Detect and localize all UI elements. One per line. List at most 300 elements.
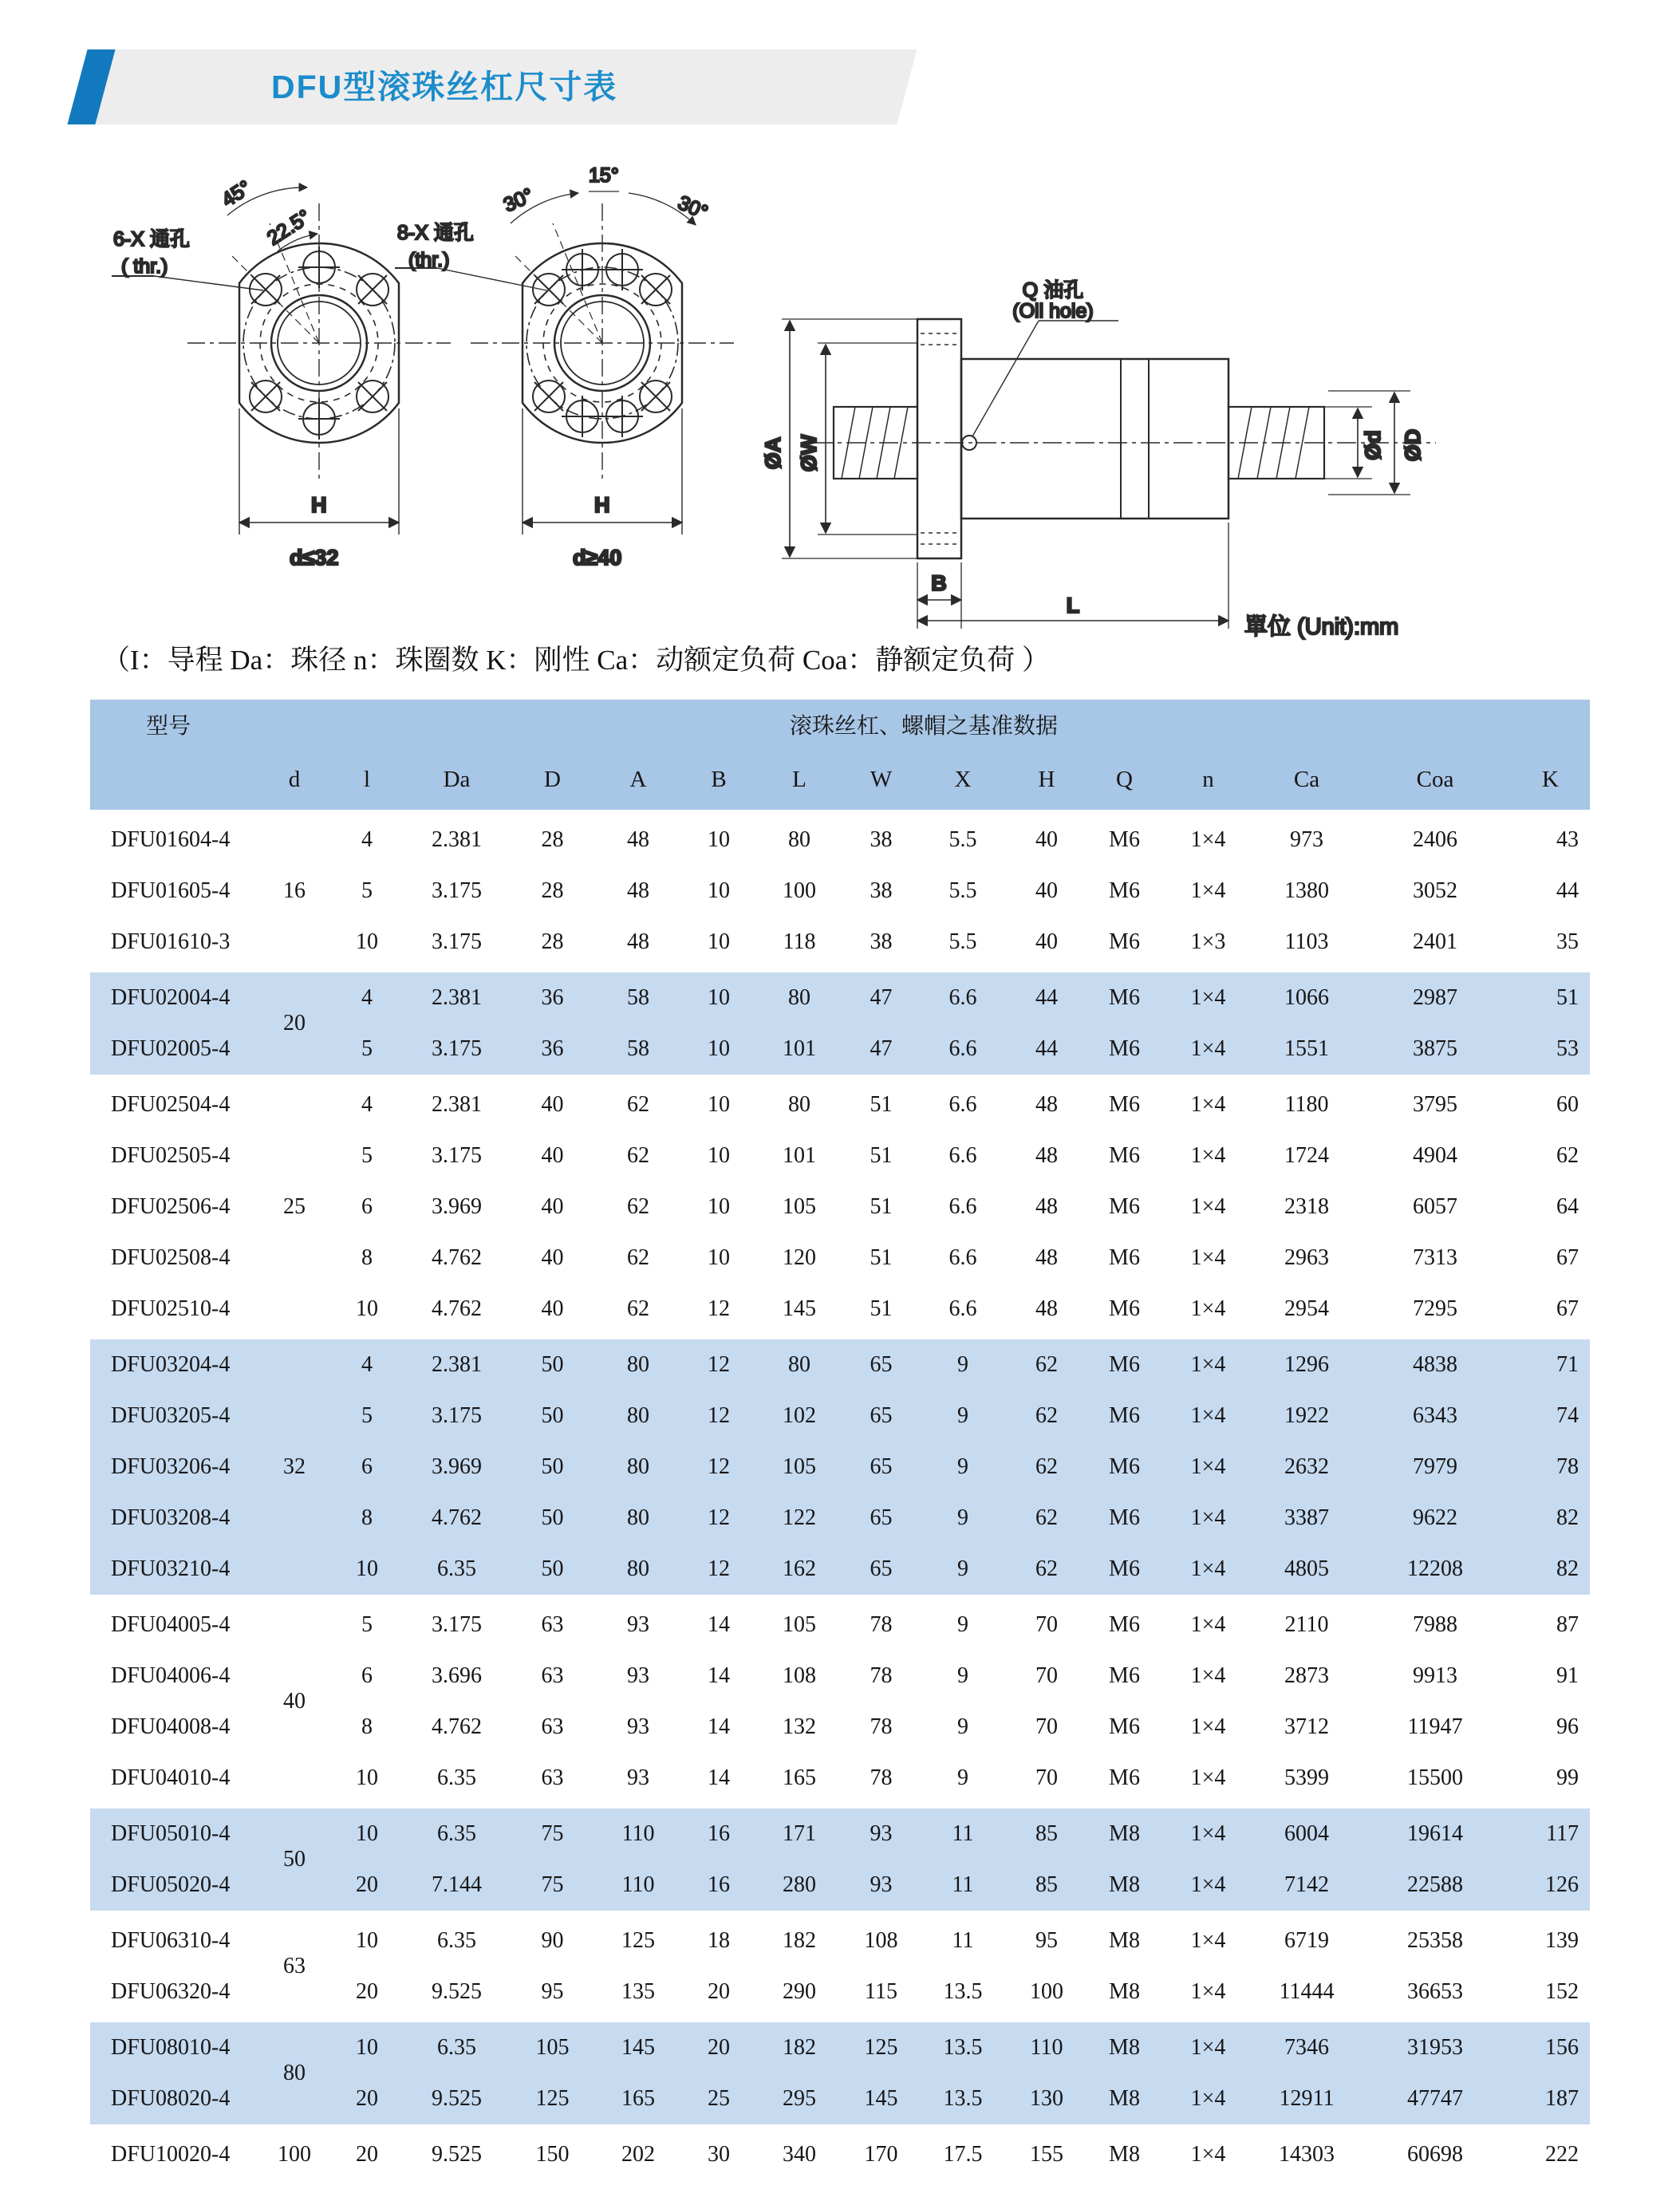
col-header-H: H xyxy=(1007,749,1086,812)
value-cell: 10 xyxy=(708,827,730,852)
value-cell: 9 xyxy=(919,1390,1007,1442)
value-cell: 9 xyxy=(919,1544,1007,1597)
value-cell: 80 xyxy=(594,1442,682,1493)
d-cell: 63 xyxy=(283,1954,306,1978)
col-header-A: A xyxy=(594,749,682,812)
value-cell: 1380 xyxy=(1284,878,1329,903)
value-cell: 60 xyxy=(1556,1092,1579,1117)
value-cell: 80 xyxy=(594,1544,682,1597)
value-cell: 4 xyxy=(331,970,403,1024)
value-cell: 6.35 xyxy=(403,1544,511,1597)
model-cell: DFU04006-4 xyxy=(111,1663,231,1688)
value-cell: 5 xyxy=(331,1024,403,1077)
value-cell: 10 xyxy=(356,929,378,954)
value-cell: 1×4 xyxy=(1162,1544,1254,1597)
oil-hole-label-cn: Q 油孔 xyxy=(1022,279,1084,302)
value-cell: 93 xyxy=(627,1663,649,1688)
header-span: 滚珠丝杠、螺帽之基准数据 xyxy=(258,700,1590,749)
value-cell: 14 xyxy=(708,1663,730,1688)
value-cell: 2.381 xyxy=(432,1092,482,1117)
value-cell: 12911 xyxy=(1254,2073,1359,2127)
value-cell: 1×4 xyxy=(1190,878,1226,903)
hole-count-label-small: 6-X 通孔 xyxy=(113,228,190,250)
group-d-40 xyxy=(90,1597,1590,1806)
d-range-label-small: d≤32 xyxy=(290,546,339,570)
value-cell: 3.175 xyxy=(432,929,482,954)
value-cell: 11444 xyxy=(1279,1979,1335,2004)
b-dim-label: B xyxy=(931,571,947,595)
value-cell: 16 xyxy=(682,1860,755,1913)
value-cell: 99 xyxy=(1556,1765,1579,1790)
value-cell: 25358 xyxy=(1407,1928,1463,1953)
value-cell: 182 xyxy=(783,1928,816,1953)
value-cell: 115 xyxy=(865,1979,897,2004)
value-cell: 48 xyxy=(1035,1245,1058,1270)
value-cell: 1×4 xyxy=(1190,1194,1226,1219)
model-cell: DFU03210-4 xyxy=(90,1544,258,1597)
value-cell: M6 xyxy=(1109,878,1140,903)
value-cell: 3052 xyxy=(1413,878,1457,903)
d-cell: 80 xyxy=(258,2020,331,2127)
model-cell: DFU08010-4 xyxy=(90,2020,258,2073)
value-cell: M6 xyxy=(1086,1390,1162,1442)
value-cell: 1×4 xyxy=(1190,1765,1226,1790)
value-cell: 110 xyxy=(1007,2020,1086,2073)
value-cell: 9 xyxy=(957,1765,968,1790)
value-cell: 70 xyxy=(1035,1714,1058,1739)
value-cell: 1×4 xyxy=(1190,1143,1226,1168)
value-cell: 8 xyxy=(361,1714,373,1739)
value-cell: 9.525 xyxy=(432,2142,482,2167)
value-cell: 4.762 xyxy=(432,1245,482,1270)
value-cell: 1180 xyxy=(1284,1092,1329,1117)
value-cell: 4805 xyxy=(1254,1544,1359,1597)
value-cell: 53 xyxy=(1511,1024,1590,1077)
value-cell: 156 xyxy=(1511,2020,1590,2073)
value-cell: 10 xyxy=(356,1765,378,1790)
value-cell: 7346 xyxy=(1254,2020,1359,2073)
model-cell: DFU04005-4 xyxy=(111,1612,231,1637)
value-cell: 108 xyxy=(864,1928,898,1953)
value-cell: 63 xyxy=(541,1612,564,1637)
value-cell: 90 xyxy=(541,1928,564,1953)
oil-hole-label-en: (Oil hole) xyxy=(1012,300,1094,322)
value-cell: 10 xyxy=(708,1143,730,1168)
model-cell: DFU06310-4 xyxy=(111,1928,231,1953)
value-cell: 10 xyxy=(708,1092,730,1117)
value-cell: M8 xyxy=(1086,1860,1162,1913)
value-cell: 44 xyxy=(1007,1024,1086,1077)
value-cell: 1103 xyxy=(1284,929,1329,954)
value-cell: 62 xyxy=(1007,1337,1086,1390)
header-model: 型号 xyxy=(90,700,258,749)
table-row xyxy=(90,1337,1590,1390)
group-d-16 xyxy=(90,812,1590,970)
value-cell: 80 xyxy=(594,1390,682,1442)
value-cell: 280 xyxy=(755,1860,843,1913)
group-d-80 xyxy=(90,2020,1590,2127)
value-cell: 10 xyxy=(682,1024,755,1077)
value-cell: 5 xyxy=(361,1612,373,1637)
value-cell: 75 xyxy=(511,1860,594,1913)
value-cell: 3.696 xyxy=(432,1663,482,1688)
value-cell: 80 xyxy=(788,827,810,852)
flange-view-large xyxy=(395,164,734,570)
header-blank xyxy=(90,749,258,812)
value-cell: 44 xyxy=(1007,970,1086,1024)
model-cell: DFU02505-4 xyxy=(111,1143,231,1168)
page-title: DFU型滚珠丝杠尺寸表 xyxy=(271,69,618,105)
h-dim-label-small: H xyxy=(311,493,327,517)
table-row xyxy=(90,1077,1590,1130)
model-cell: DFU01610-3 xyxy=(111,929,231,954)
value-cell: 6004 xyxy=(1254,1806,1359,1860)
value-cell: 10 xyxy=(331,1806,403,1860)
value-cell: 7.144 xyxy=(403,1860,511,1913)
value-cell: 165 xyxy=(594,2073,682,2127)
value-cell: 10 xyxy=(356,1928,378,1953)
value-cell: 2.381 xyxy=(403,1337,511,1390)
value-cell: 105 xyxy=(755,1442,843,1493)
value-cell: 2632 xyxy=(1254,1442,1359,1493)
model-cell: DFU03205-4 xyxy=(90,1390,258,1442)
value-cell: 2401 xyxy=(1413,929,1457,954)
value-cell: 50 xyxy=(511,1337,594,1390)
value-cell: 118 xyxy=(783,929,816,954)
value-cell: 31953 xyxy=(1359,2020,1511,2073)
value-cell: 7988 xyxy=(1413,1612,1457,1637)
technical-drawing xyxy=(64,128,1619,686)
value-cell: 125 xyxy=(511,2073,594,2127)
value-cell: 43 xyxy=(1556,827,1579,852)
value-cell: 1×4 xyxy=(1190,1296,1226,1321)
value-cell: 36653 xyxy=(1407,1979,1463,2004)
value-cell: 14 xyxy=(708,1612,730,1637)
table-row xyxy=(90,1913,1590,1966)
value-cell: 20 xyxy=(356,1979,378,2004)
d-range-label-large: d≥40 xyxy=(573,546,622,570)
value-cell: 11 xyxy=(952,1928,974,1953)
table-row xyxy=(90,2020,1590,2073)
value-cell: M6 xyxy=(1109,1143,1140,1168)
value-cell: 70 xyxy=(1035,1612,1058,1637)
value-cell: 1×4 xyxy=(1162,2073,1254,2127)
value-cell: 10 xyxy=(356,1296,378,1321)
value-cell: 3.175 xyxy=(432,1612,482,1637)
value-cell: 65 xyxy=(843,1390,919,1442)
value-cell: 15500 xyxy=(1407,1765,1463,1790)
value-cell: 290 xyxy=(783,1979,816,2004)
value-cell: 10 xyxy=(331,2020,403,2073)
value-cell: 3.969 xyxy=(403,1442,511,1493)
value-cell: 14303 xyxy=(1279,2142,1335,2167)
value-cell: 1×4 xyxy=(1190,1663,1226,1688)
value-cell: 62 xyxy=(627,1194,649,1219)
value-cell: 1×4 xyxy=(1190,1245,1226,1270)
value-cell: 3795 xyxy=(1413,1092,1457,1117)
value-cell: 145 xyxy=(594,2020,682,2073)
value-cell: 28 xyxy=(541,827,564,852)
hole-count-label-large: 8-X 通孔 xyxy=(397,222,474,244)
value-cell: 105 xyxy=(783,1194,816,1219)
d-cell: 16 xyxy=(283,878,306,903)
value-cell: 9.525 xyxy=(403,2073,511,2127)
value-cell: 63 xyxy=(541,1714,564,1739)
value-cell: 96 xyxy=(1556,1714,1579,1739)
value-cell: 85 xyxy=(1007,1860,1086,1913)
value-cell: M8 xyxy=(1086,1806,1162,1860)
value-cell: 7295 xyxy=(1413,1296,1457,1321)
value-cell: 51 xyxy=(870,1245,893,1270)
value-cell: 6 xyxy=(361,1194,373,1219)
model-cell: DFU02506-4 xyxy=(111,1194,231,1219)
value-cell: 6.35 xyxy=(403,2020,511,2073)
value-cell: 78 xyxy=(870,1765,893,1790)
value-cell: 20 xyxy=(331,2073,403,2127)
value-cell: 74 xyxy=(1511,1390,1590,1442)
value-cell: 10 xyxy=(708,929,730,954)
col-header-W: W xyxy=(843,749,919,812)
value-cell: 80 xyxy=(755,970,843,1024)
value-cell: 30 xyxy=(708,2142,730,2167)
value-cell: 40 xyxy=(1035,929,1058,954)
value-cell: 7313 xyxy=(1413,1245,1457,1270)
value-cell: 6.6 xyxy=(919,970,1007,1024)
value-cell: 40 xyxy=(541,1143,564,1168)
value-cell: 62 xyxy=(627,1143,649,1168)
value-cell: 9.525 xyxy=(432,1979,482,2004)
l-dim-label: L xyxy=(1066,594,1080,617)
value-cell: 47 xyxy=(843,970,919,1024)
value-cell: 1×4 xyxy=(1190,1612,1226,1637)
value-cell: 40 xyxy=(541,1194,564,1219)
value-cell: 62 xyxy=(1007,1442,1086,1493)
value-cell: 10 xyxy=(682,970,755,1024)
value-cell: 100 xyxy=(1030,1979,1063,2004)
value-cell: 101 xyxy=(783,1143,816,1168)
value-cell: 10 xyxy=(331,1544,403,1597)
model-cell: DFU04008-4 xyxy=(111,1714,231,1739)
value-cell: 93 xyxy=(627,1765,649,1790)
value-cell: 50 xyxy=(511,1493,594,1544)
value-cell: 91 xyxy=(1556,1663,1579,1688)
value-cell: 7142 xyxy=(1254,1860,1359,1913)
value-cell: 120 xyxy=(783,1245,816,1270)
value-cell: 1×4 xyxy=(1162,1442,1254,1493)
value-cell: 3.175 xyxy=(432,878,482,903)
value-cell: 9 xyxy=(919,1442,1007,1493)
model-cell: DFU08020-4 xyxy=(90,2073,258,2127)
angle-30-left-label: 30° xyxy=(500,183,537,217)
value-cell: M6 xyxy=(1109,1092,1140,1117)
value-cell: 1551 xyxy=(1254,1024,1359,1077)
value-cell: 62 xyxy=(1556,1143,1579,1168)
value-cell: 132 xyxy=(783,1714,816,1739)
value-cell: 5.5 xyxy=(948,929,977,954)
value-cell: 1066 xyxy=(1254,970,1359,1024)
table-header-row-2 xyxy=(90,749,1590,812)
value-cell: 65 xyxy=(843,1544,919,1597)
value-cell: 71 xyxy=(1511,1337,1590,1390)
col-header-d: d xyxy=(258,749,331,812)
value-cell: 7979 xyxy=(1359,1442,1511,1493)
value-cell: 162 xyxy=(755,1544,843,1597)
value-cell: 48 xyxy=(1035,1296,1058,1321)
col-header-Da: Da xyxy=(403,749,511,812)
dia-w-label: ØW xyxy=(797,434,821,472)
value-cell: M6 xyxy=(1109,827,1140,852)
value-cell: 12208 xyxy=(1359,1544,1511,1597)
value-cell: 1×4 xyxy=(1190,827,1226,852)
value-cell: 62 xyxy=(627,1296,649,1321)
value-cell: 6719 xyxy=(1284,1928,1329,1953)
value-cell: 108 xyxy=(783,1663,816,1688)
col-header-D: D xyxy=(511,749,594,812)
value-cell: 12 xyxy=(682,1390,755,1442)
model-cell: DFU04010-4 xyxy=(111,1765,231,1790)
value-cell: 101 xyxy=(755,1024,843,1077)
value-cell: 62 xyxy=(1007,1390,1086,1442)
value-cell: 70 xyxy=(1035,1663,1058,1688)
hole-thr-label-small: ( thr.) xyxy=(121,255,168,278)
value-cell: M6 xyxy=(1086,1442,1162,1493)
value-cell: 40 xyxy=(1035,827,1058,852)
value-cell: 75 xyxy=(511,1806,594,1860)
value-cell: 222 xyxy=(1545,2142,1579,2167)
value-cell: 1×4 xyxy=(1162,2020,1254,2073)
value-cell: 2.381 xyxy=(403,970,511,1024)
col-header-K: K xyxy=(1511,749,1590,812)
value-cell: 4.762 xyxy=(432,1296,482,1321)
value-cell: 117 xyxy=(1511,1806,1590,1860)
value-cell: 295 xyxy=(755,2073,843,2127)
value-cell: 5.5 xyxy=(948,878,977,903)
value-cell: 5 xyxy=(331,1390,403,1442)
value-cell: M6 xyxy=(1086,970,1162,1024)
value-cell: 10 xyxy=(708,1245,730,1270)
value-cell: 65 xyxy=(843,1442,919,1493)
value-cell: 202 xyxy=(621,2142,655,2167)
value-cell: 9 xyxy=(919,1337,1007,1390)
value-cell: 28 xyxy=(541,878,564,903)
group-d-32 xyxy=(90,1337,1590,1597)
value-cell: M8 xyxy=(1086,2020,1162,2073)
value-cell: 122 xyxy=(755,1493,843,1544)
model-cell: DFU02510-4 xyxy=(111,1296,231,1321)
value-cell: 973 xyxy=(1290,827,1323,852)
value-cell: 100 xyxy=(783,878,816,903)
value-cell: 10 xyxy=(708,878,730,903)
value-cell: 80 xyxy=(594,1337,682,1390)
d-cell: 32 xyxy=(258,1337,331,1597)
value-cell: 48 xyxy=(1035,1143,1058,1168)
h-dim-label-large: H xyxy=(594,493,610,517)
value-cell: 5 xyxy=(361,1143,373,1168)
value-cell: 3.175 xyxy=(432,1143,482,1168)
value-cell: 9913 xyxy=(1413,1663,1457,1688)
value-cell: 48 xyxy=(627,878,649,903)
value-cell: 2318 xyxy=(1284,1194,1329,1219)
value-cell: 70 xyxy=(1035,1765,1058,1790)
value-cell: 51 xyxy=(870,1194,893,1219)
value-cell: 82 xyxy=(1511,1493,1590,1544)
value-cell: 44 xyxy=(1556,878,1579,903)
col-header-L: L xyxy=(755,749,843,812)
value-cell: 6343 xyxy=(1359,1390,1511,1442)
value-cell: 1296 xyxy=(1254,1337,1359,1390)
value-cell: 87 xyxy=(1556,1612,1579,1637)
value-cell: 80 xyxy=(788,1092,810,1117)
value-cell: 105 xyxy=(783,1612,816,1637)
value-cell: 12 xyxy=(682,1493,755,1544)
value-cell: 3.175 xyxy=(403,1390,511,1442)
value-cell: 48 xyxy=(627,827,649,852)
value-cell: 20 xyxy=(356,2142,378,2167)
value-cell: 9622 xyxy=(1359,1493,1511,1544)
value-cell: 48 xyxy=(1035,1194,1058,1219)
value-cell: 78 xyxy=(870,1714,893,1739)
value-cell: M6 xyxy=(1086,1544,1162,1597)
value-cell: 150 xyxy=(535,2142,570,2167)
value-cell: 78 xyxy=(870,1663,893,1688)
value-cell: 13.5 xyxy=(943,1979,983,2004)
model-cell: DFU03204-4 xyxy=(90,1337,258,1390)
value-cell: 6.35 xyxy=(437,1928,476,1953)
value-cell: 1×4 xyxy=(1190,1092,1226,1117)
value-cell: 51 xyxy=(1511,970,1590,1024)
value-cell: 102 xyxy=(755,1390,843,1442)
value-cell: 20 xyxy=(331,1860,403,1913)
model-cell: DFU10020-4 xyxy=(111,2142,231,2167)
dia-d-small-label: Ød xyxy=(1361,430,1385,460)
value-cell: 4 xyxy=(361,827,373,852)
value-cell: 25 xyxy=(682,2073,755,2127)
value-cell: 135 xyxy=(621,1979,655,2004)
table-row xyxy=(90,970,1590,1024)
value-cell: 47 xyxy=(843,1024,919,1077)
value-cell: 40 xyxy=(541,1092,564,1117)
value-cell: 125 xyxy=(843,2020,919,2073)
value-cell: 67 xyxy=(1556,1245,1579,1270)
value-cell: 50 xyxy=(511,1390,594,1442)
value-cell: 3.969 xyxy=(432,1194,482,1219)
value-cell: M6 xyxy=(1109,1194,1140,1219)
value-cell: 85 xyxy=(1007,1806,1086,1860)
value-cell: 78 xyxy=(1511,1442,1590,1493)
value-cell: M6 xyxy=(1086,1337,1162,1390)
value-cell: 6.6 xyxy=(948,1092,977,1117)
value-cell: 2.381 xyxy=(432,827,482,852)
value-cell: 51 xyxy=(870,1296,893,1321)
value-cell: 1×4 xyxy=(1190,1979,1226,2004)
value-cell: 3875 xyxy=(1359,1024,1511,1077)
d-cell: 50 xyxy=(258,1806,331,1913)
col-header-X: X xyxy=(919,749,1007,812)
model-cell: DFU05010-4 xyxy=(90,1806,258,1860)
value-cell: 82 xyxy=(1511,1544,1590,1597)
angle-15-label: 15° xyxy=(589,164,619,187)
value-cell: M8 xyxy=(1109,2142,1140,2167)
value-cell: 11 xyxy=(919,1806,1007,1860)
value-cell: 80 xyxy=(755,1337,843,1390)
value-cell: 93 xyxy=(627,1714,649,1739)
value-cell: 58 xyxy=(594,970,682,1024)
value-cell: 5.5 xyxy=(948,827,977,852)
col-header-B: B xyxy=(682,749,755,812)
value-cell: 340 xyxy=(783,2142,816,2167)
value-cell: 1×4 xyxy=(1190,1714,1226,1739)
value-cell: 6 xyxy=(361,1663,373,1688)
